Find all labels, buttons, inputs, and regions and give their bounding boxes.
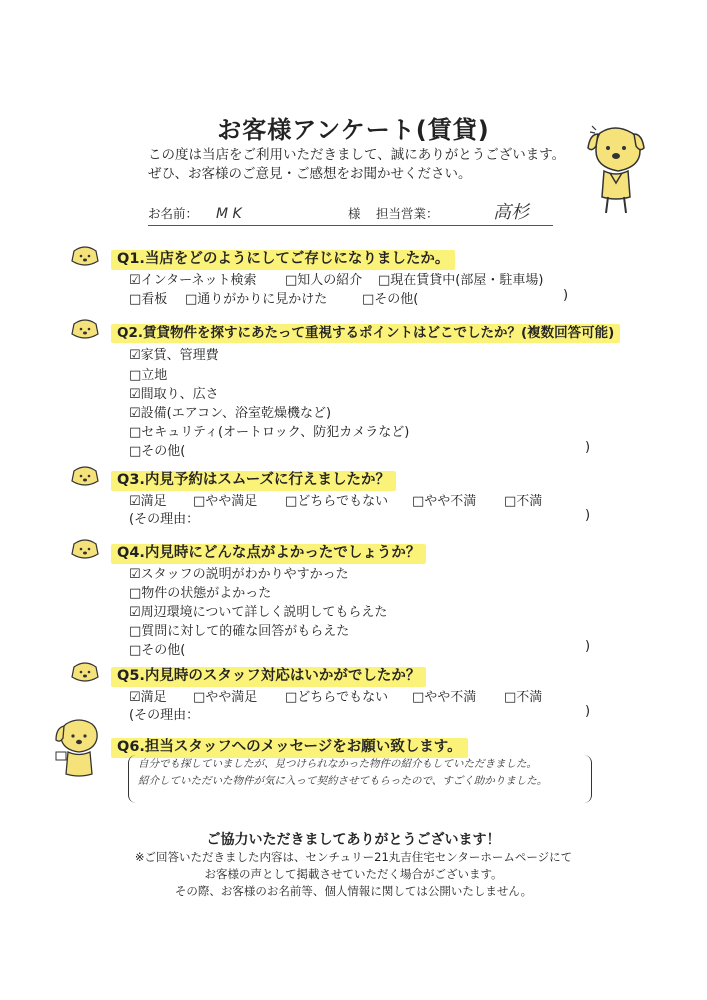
q5-reason-close: )	[585, 704, 591, 719]
name-row	[148, 203, 553, 226]
q4-option-other[interactable]: □その他(	[129, 643, 186, 658]
message-line-2: 紹介していただいた物件が気に入って契約させてもらったので、すごく助かりました。	[138, 775, 548, 787]
q2-option-security[interactable]: □セキュリティ(オートロック、防犯カメラなど)	[129, 425, 410, 440]
q3-option-somewhat-satisfied[interactable]: □やや満足	[193, 494, 258, 509]
q2-option-location[interactable]: □立地	[129, 368, 168, 383]
q1-option-renting[interactable]: □現在賃貸中(部屋・駐車場)	[378, 273, 544, 288]
mascot-dog-icon	[52, 718, 106, 780]
q1-option-referral[interactable]: □知人の紹介	[285, 273, 363, 288]
dog-face-icon	[70, 661, 100, 683]
q1-question: Q1.当店をどのようにしてご存じになりましたか。	[117, 247, 449, 268]
q1-option-sign[interactable]: □看板	[129, 292, 168, 307]
q4-question: Q4.内見時にどんな点がよかったでしょうか？	[117, 541, 420, 562]
q6-question: Q6.担当スタッフへのメッセージをお願い致します。	[117, 735, 462, 756]
q3-reason-label: (その理由：	[129, 512, 200, 527]
footer-note-3: その際、お客様のお名前等、個人情報に関しては公開いたしません。	[174, 884, 533, 898]
dog-face-icon	[70, 465, 100, 487]
intro-line-2: ぜひ、お客様のご意見・ご感想をお聞かせください。	[148, 166, 472, 182]
q5-option-somewhat-dissatisfied[interactable]: □やや不満	[412, 690, 477, 705]
q4-option-answers[interactable]: □質問に対して的確な回答がもらえた	[129, 624, 350, 639]
staff-value: 高杉	[493, 202, 529, 223]
q4-other-close: )	[585, 639, 591, 654]
staff-label: 担当営業：	[376, 206, 439, 221]
page-title: お客様アンケート(賃貸)	[217, 116, 490, 144]
dog-face-icon	[70, 538, 100, 560]
q5-option-neutral[interactable]: □どちらでもない	[285, 690, 389, 705]
customer-name-value: M K	[216, 206, 242, 222]
q4-option-surroundings[interactable]: ☑周辺環境について詳しく説明してもらえた	[129, 605, 388, 620]
q2-other-close: )	[585, 440, 591, 455]
q1-other-close: )	[563, 288, 569, 303]
q3-option-neutral[interactable]: □どちらでもない	[285, 494, 389, 509]
dog-face-icon	[70, 245, 100, 267]
q5-question: Q5.内見時のスタッフ対応はいかがでしたか？	[117, 664, 420, 685]
thanks-heading: ご協力いただきましてありがとうございます！	[206, 832, 501, 848]
q3-question: Q3.内見予約はスムーズに行えましたか？	[117, 468, 390, 489]
q3-option-somewhat-dissatisfied[interactable]: □やや不満	[412, 494, 477, 509]
q1-option-internet[interactable]: ☑インターネット検索	[129, 273, 257, 288]
q5-reason-label: (その理由：	[129, 708, 200, 723]
q4-option-condition[interactable]: □物件の状態がよかった	[129, 586, 272, 601]
mascot-dog-icon	[580, 118, 650, 218]
name-label: お名前：	[148, 206, 199, 221]
q3-option-dissatisfied[interactable]: □不満	[504, 494, 543, 509]
q5-option-dissatisfied[interactable]: □不満	[504, 690, 543, 705]
q3-reason-close: )	[585, 508, 591, 523]
q2-option-other[interactable]: □その他(	[129, 444, 186, 459]
message-line-1: 自分でも探していましたが、見つけられなかった物件の紹介もしていただきました。	[138, 758, 537, 770]
q4-option-explanation[interactable]: ☑スタッフの説明がわかりやすかった	[129, 567, 349, 582]
q5-option-somewhat-satisfied[interactable]: □やや満足	[193, 690, 258, 705]
q2-option-rent[interactable]: ☑家賃、管理費	[129, 348, 219, 363]
q2-question: Q2.賃貸物件を探すにあたって重視するポイントはどこでしたか？(複数回答可能)	[117, 321, 614, 341]
footer-note-1: ※ご回答いただきました内容は、センチュリー21丸吉住宅センターホームページにて	[134, 850, 573, 864]
q2-option-layout[interactable]: ☑間取り、広さ	[129, 387, 219, 402]
dog-face-icon	[70, 318, 100, 340]
q2-option-equipment[interactable]: ☑設備(エアコン、浴室乾燥機など)	[129, 406, 332, 421]
q1-option-other[interactable]: □その他(	[362, 292, 419, 307]
footer-note-2: お客様の声として掲載させていただく場合がございます。	[204, 867, 503, 881]
intro-line-1: この度は当店をご利用いただきまして、誠にありがとうございます。	[148, 147, 566, 163]
q5-option-satisfied[interactable]: ☑満足	[129, 690, 167, 705]
q3-option-satisfied[interactable]: ☑満足	[129, 494, 167, 509]
q1-option-passing[interactable]: □通りがかりに見かけた	[185, 292, 328, 307]
sama-label: 様	[348, 206, 361, 221]
